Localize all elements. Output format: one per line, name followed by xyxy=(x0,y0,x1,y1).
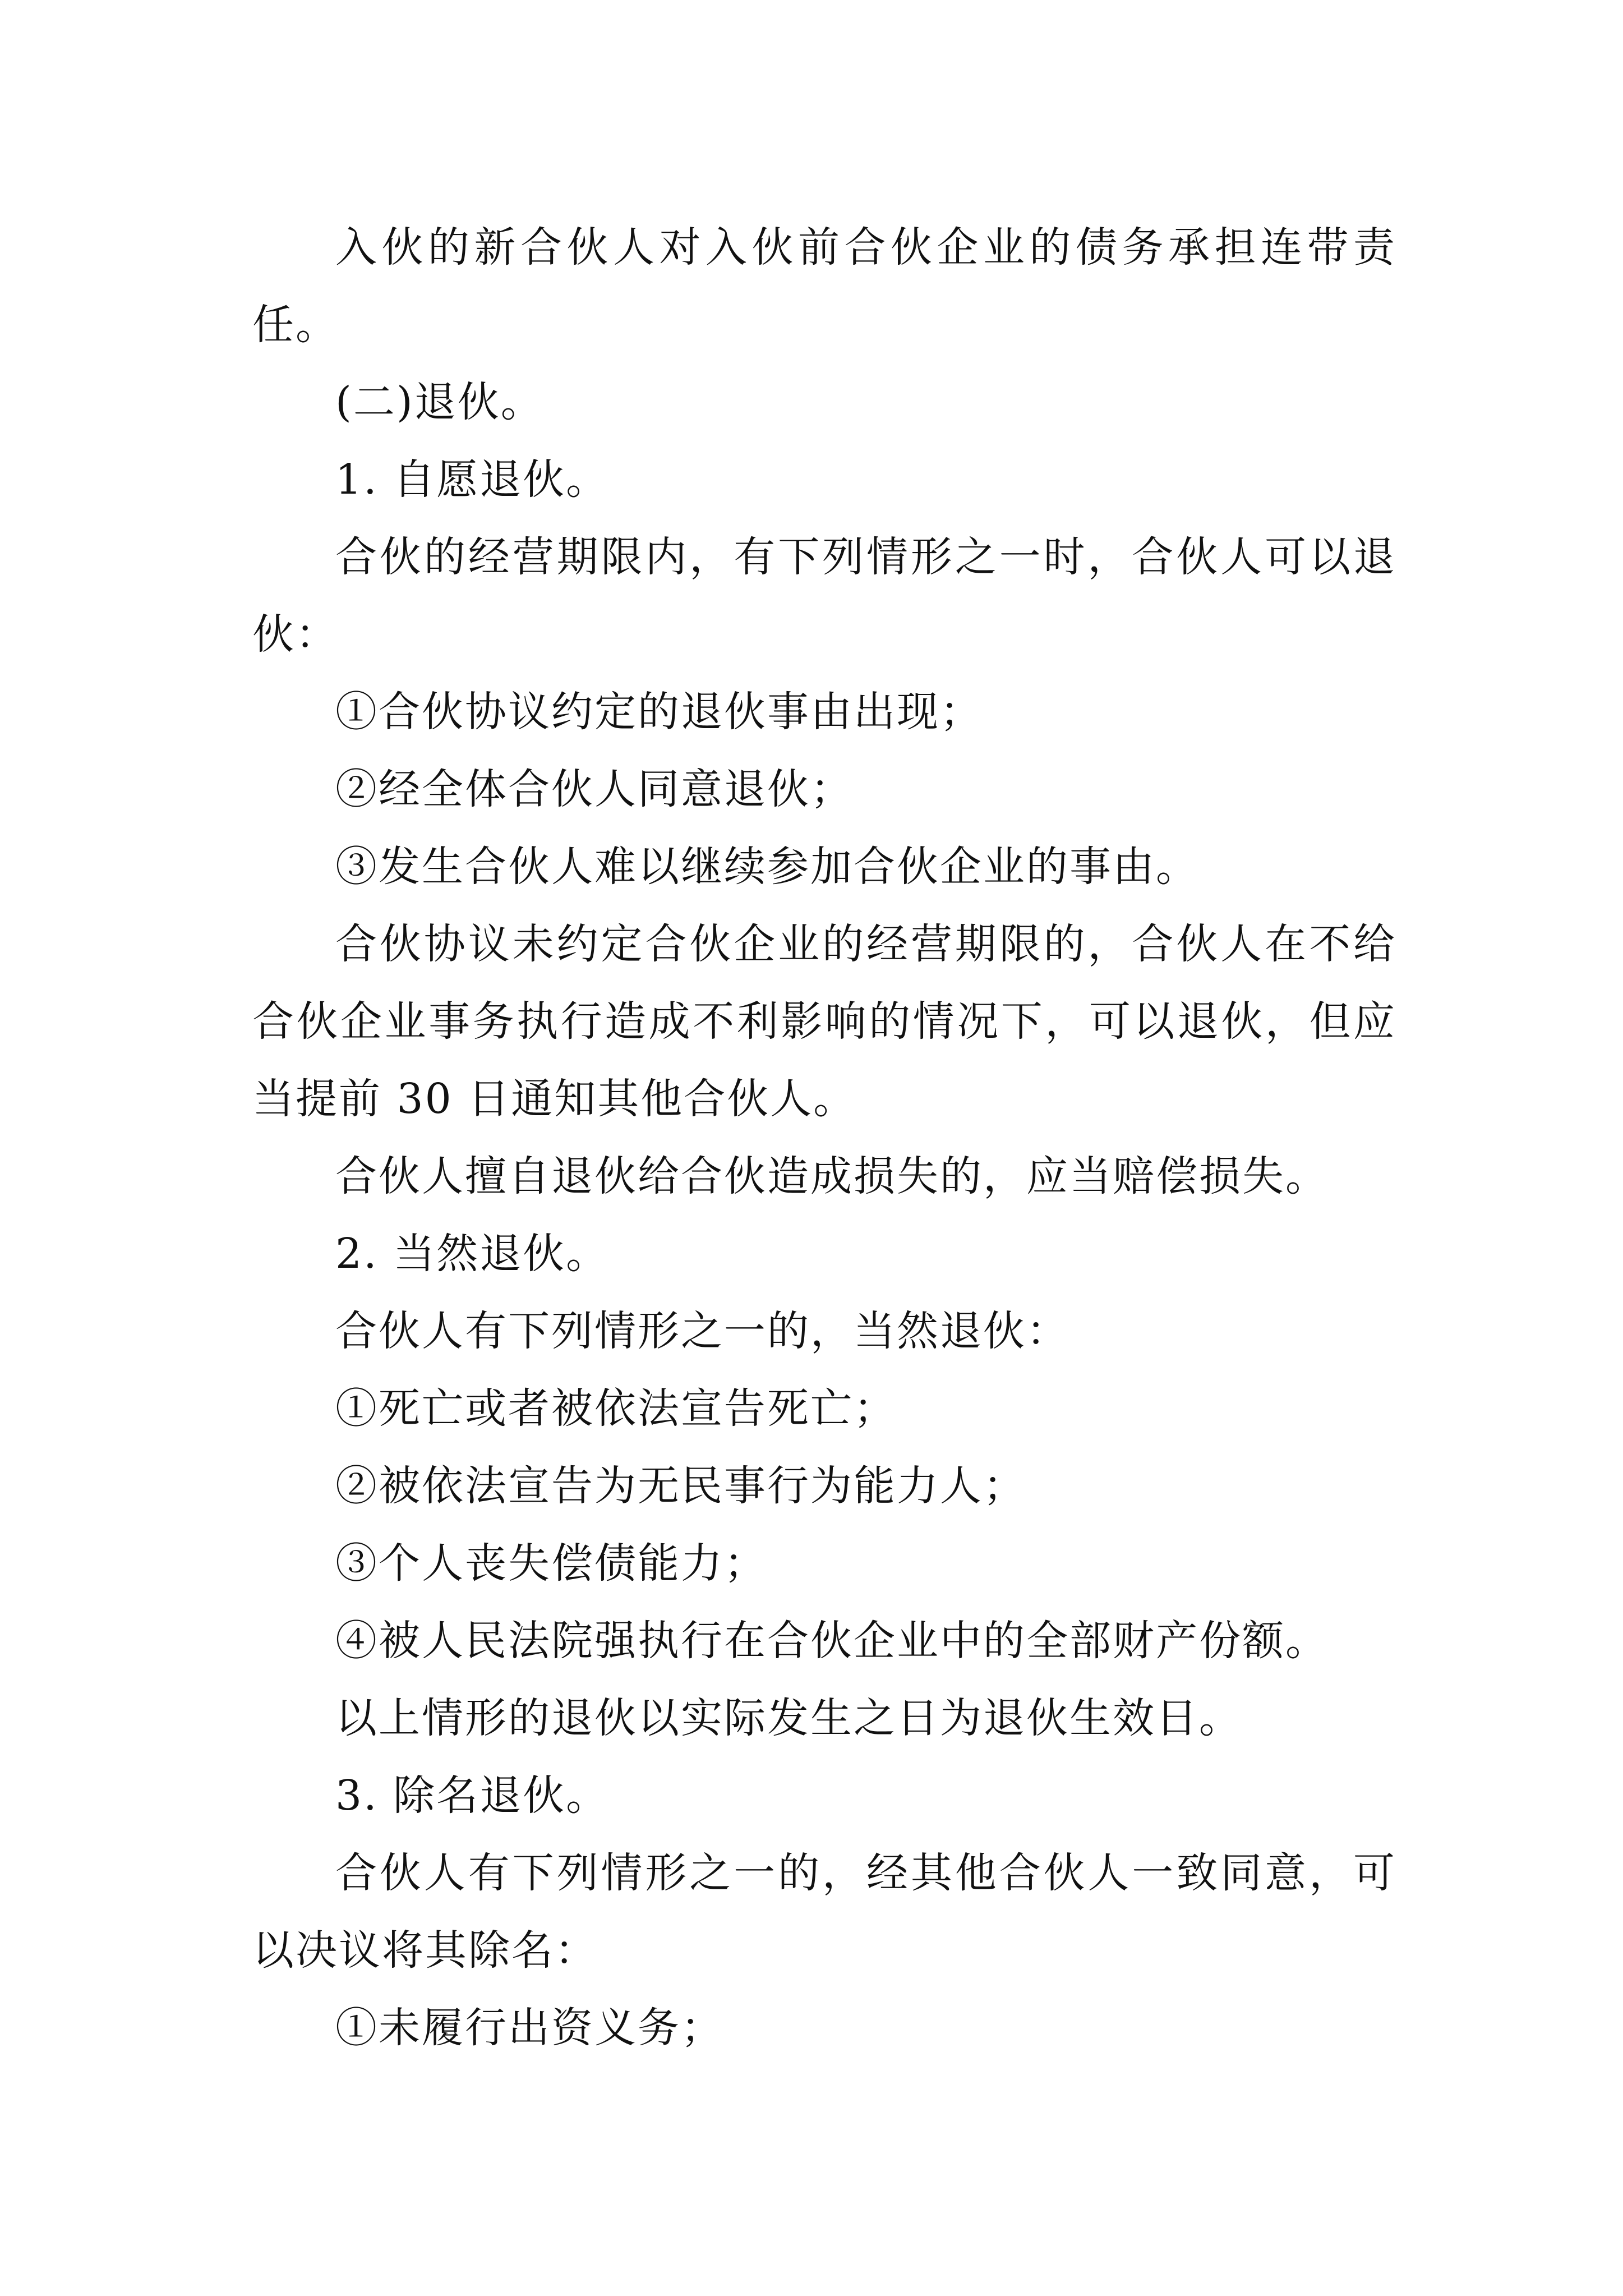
list-item: ④被人民法院强执行在合伙企业中的全部财产份额。 xyxy=(335,1617,1329,1665)
heading-automatic-withdrawal: 2. 当然退伙。 xyxy=(335,1230,610,1278)
list-item: ②被依法宣告为无民事行为能力人； xyxy=(335,1462,1026,1510)
paragraph-no-term-withdrawal: 合伙协议未约定合伙企业的经营期限的，合伙人在不给合伙企业事务执行造成不利影响的情况下，可以退伙，但应当提前 30 日通知其他合伙人。 xyxy=(252,920,1396,1123)
paragraph-expulsion-conditions: 合伙人有下列情形之一的，经其他合伙人一致同意，可以决议将其除名： xyxy=(252,1849,1396,1975)
list-item: ③个人丧失偿债能力； xyxy=(335,1539,767,1588)
list-item: ③发生合伙人难以继续参加合伙企业的事由。 xyxy=(335,843,1199,891)
document-page xyxy=(252,209,1396,2067)
paragraph-effective-date: 以上情形的退伙以实际发生之日为退伙生效日。 xyxy=(335,1694,1242,1742)
list-item: ②经全体合伙人同意退伙； xyxy=(335,765,854,813)
paragraph-automatic-conditions: 合伙人有下列情形之一的，当然退伙： xyxy=(335,1307,1069,1355)
list-item: ①合伙协议约定的退伙事由出现； xyxy=(335,688,983,736)
heading-expulsion: 3. 除名退伙。 xyxy=(335,1772,610,1820)
paragraph-compensation: 合伙人擅自退伙给合伙造成损失的，应当赔偿损失。 xyxy=(335,1152,1329,1200)
paragraph-liability: 入伙的新合伙人对入伙前合伙企业的债务承担连带责任。 xyxy=(252,223,1396,349)
list-item: ①未履行出资义务； xyxy=(335,2004,724,2052)
paragraph-voluntary-conditions: 合伙的经营期限内，有下列情形之一时，合伙人可以退伙： xyxy=(252,533,1396,659)
heading-voluntary-withdrawal: 1. 自愿退伙。 xyxy=(335,455,610,504)
list-item: ①死亡或者被依法宣告死亡； xyxy=(335,1384,897,1433)
heading-withdrawal: (二)退伙。 xyxy=(335,378,544,426)
